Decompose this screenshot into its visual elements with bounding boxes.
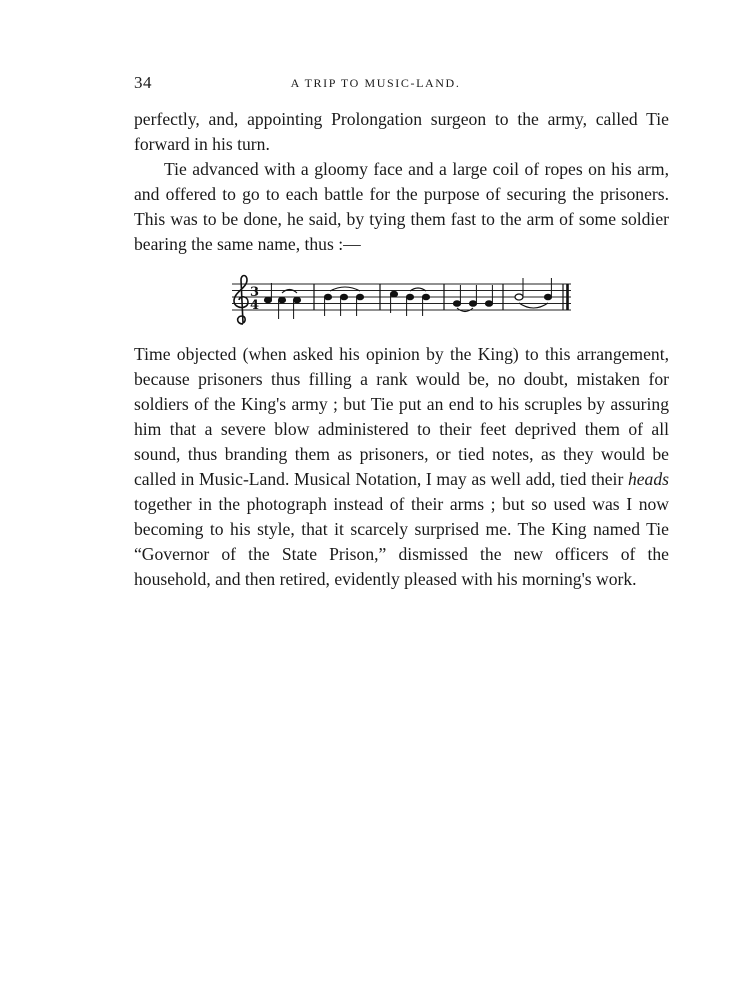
paragraph-2: Tie advanced with a gloomy face and a large coil of ropes on his arm, and offered to go to each battle for the purpose of securing the prisoners. This was to be done, he said, by tying them fast to the arm of some soldier bearing the same name, thus :—	[134, 159, 669, 254]
text-block-upper	[134, 107, 669, 257]
measure-3	[390, 288, 429, 316]
measure-2	[324, 287, 363, 316]
time-signature-top: 3	[250, 285, 260, 300]
measure-4	[453, 285, 492, 312]
text-block-lower	[134, 342, 669, 592]
music-notation-example	[230, 272, 572, 334]
measure-1	[264, 283, 300, 319]
time-signature-bottom: 4	[250, 298, 260, 313]
note	[453, 301, 460, 307]
note	[469, 301, 476, 307]
note	[422, 294, 429, 300]
note	[293, 297, 300, 303]
note	[406, 294, 413, 300]
tie	[282, 290, 297, 294]
note	[485, 301, 492, 307]
page-number: 34	[134, 73, 152, 92]
running-head: A TRIP TO MUSIC-LAND.	[290, 76, 461, 90]
note	[390, 291, 397, 297]
italic-heads: heads	[627, 469, 669, 489]
paragraph-3-part-2: together in the photograph instead of their arms ; but so used was I now becoming to his style, that it scarcely surprised me. The King named Tie “Governor of the State Prison,” dismissed the new officers of the household, and then retired, evidently pleased with his morning's work.	[134, 494, 669, 589]
note	[278, 297, 285, 303]
note	[324, 294, 331, 300]
paragraph-3-part-1: Time objected (when asked his opinion by the King) to this arrangement, because prisoners thus filling a rank would be, no doubt, mistaken for soldiers of the King's army ; but Tie put an end to his scruples by assuring him that a severe blow administered to their feet deprived them of all sound, thus branding them as prisoners, or tied notes, as they would be called in Music-Land. Musical Notation, I may as well add, tied their	[134, 344, 669, 489]
note	[544, 294, 551, 300]
paragraph-3	[134, 342, 669, 592]
note	[264, 297, 271, 303]
time-signature	[250, 285, 259, 313]
treble-clef-icon	[234, 276, 248, 325]
note	[340, 294, 347, 300]
note	[356, 294, 363, 300]
paragraph-1: perfectly, and, appointing Prolongation surgeon to the army, called Tie forward in his turn.	[134, 109, 669, 154]
half-note	[515, 294, 523, 300]
